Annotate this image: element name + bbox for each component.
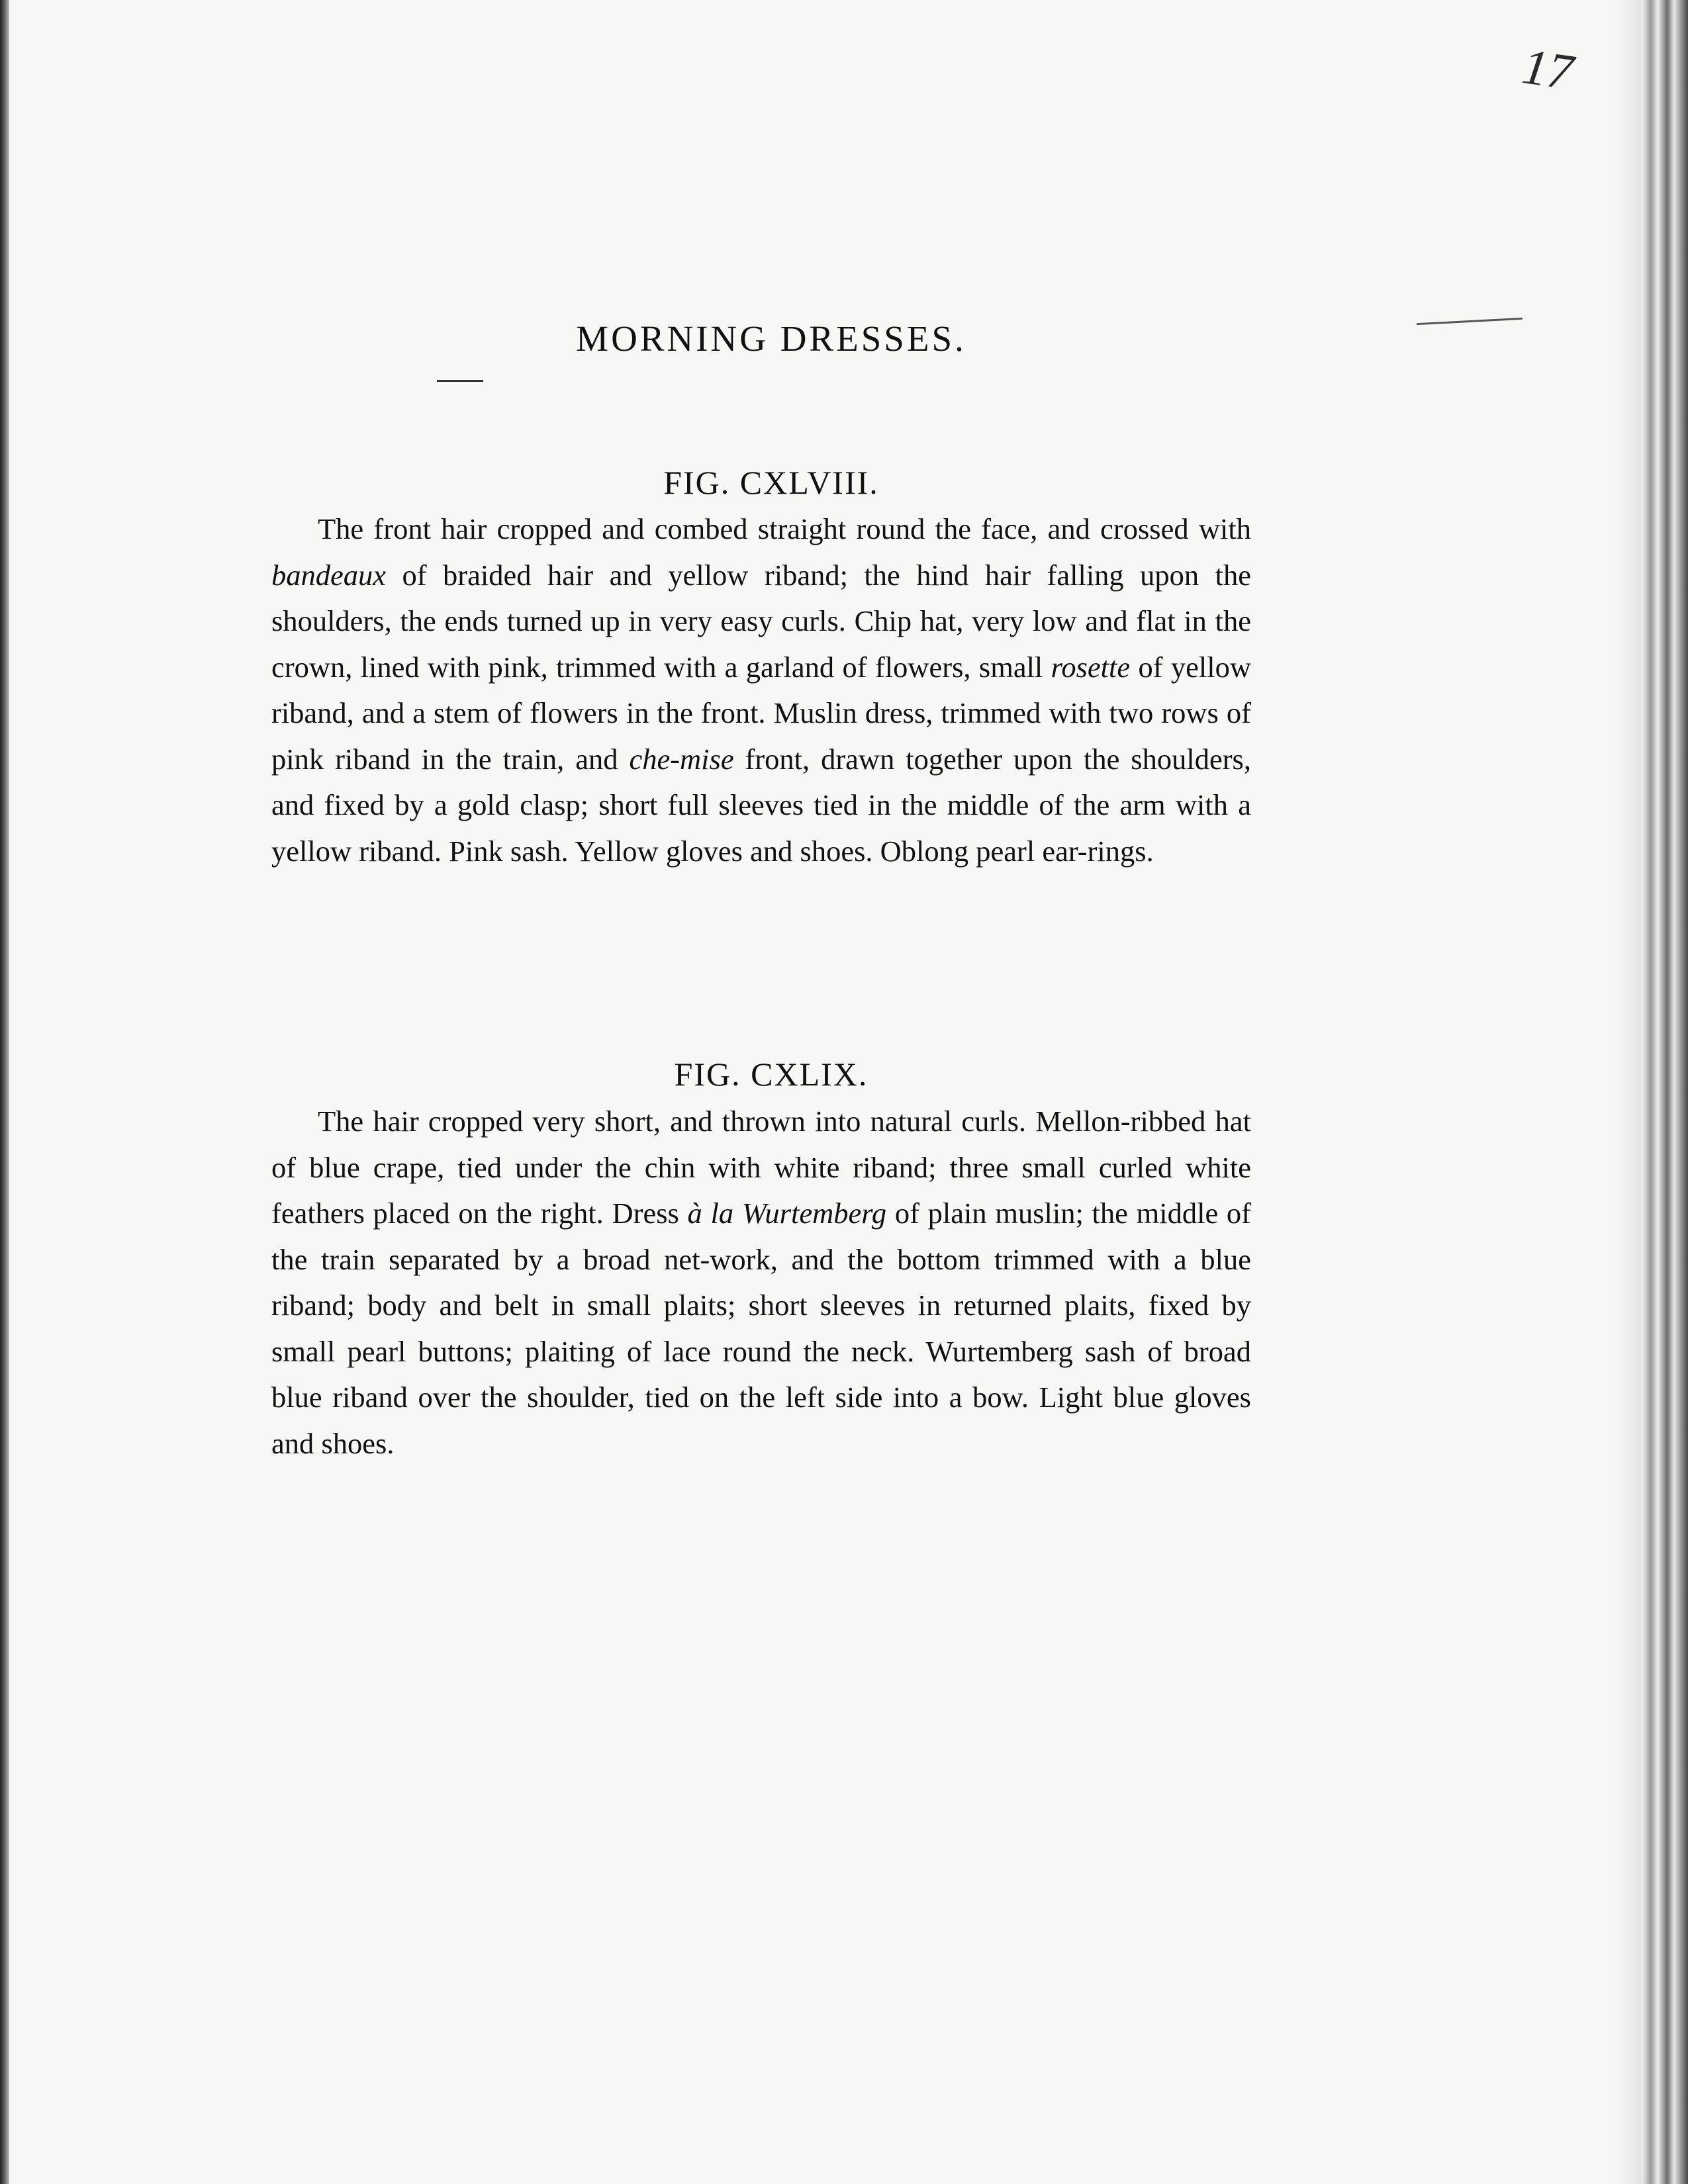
italic-term: bandeaux	[271, 558, 387, 592]
text-segment: of yellow riband, and a stem of flowers in the front. Muslin dress, trimmed with two rows of pink riband in the train, and	[271, 650, 1252, 776]
page-number: 17	[1519, 38, 1577, 101]
italic-term: à la Wurtemberg	[687, 1197, 887, 1230]
figure-description-cxlviii	[271, 506, 1251, 874]
figure-title-cxlviii: FIG. CXLVIII.	[663, 464, 879, 501]
text-segment: The hair cropped very short, and thrown into natural curls. Mellon-ribbed hat of blue crape, tied under the chin with white riband; three small curled white feathers placed on the right. Dress	[271, 1105, 1251, 1230]
page-shadow-right	[1615, 0, 1642, 2184]
text-segment: of plain muslin; the middle of the train separated by a broad net-work, and the bottom trimmed with a blue riband; body and belt in small plaits; short sleeves in returned plaits, fixed by small pearl buttons; plaiting of lace round the neck. Wurtemberg sash of broad blue riband over the shoulder, tied on the left side into a bow. Light blue gloves and shoes.	[271, 1197, 1251, 1460]
page-heading: MORNING DRESSES.	[576, 318, 966, 359]
text-segment: front, drawn together upon the shoulders, and fixed by a gold clasp; short full sleeves tied in the middle of the arm with a yellow riband. Pink sash. Yellow gloves and shoes. Oblong pearl ear-rings.	[271, 742, 1251, 868]
text-segment: of braided hair and yellow riband; the hind hair falling upon the shoulders, the ends turned up in very easy curls. Chip hat, very low and flat in the crown, lined with pink, trimmed with a garland of flowers, small	[271, 558, 1251, 684]
italic-term: rosette	[1051, 650, 1131, 684]
heading-rule	[437, 380, 483, 382]
text-segment: The front hair cropped and combed straight round the face, and crossed with	[318, 512, 1251, 545]
figure-title-cxlix: FIG. CXLIX.	[674, 1056, 868, 1093]
italic-term: che-mise	[629, 742, 734, 776]
figure-description-cxlix	[271, 1099, 1251, 1467]
binding-edge-right	[1642, 0, 1688, 2184]
